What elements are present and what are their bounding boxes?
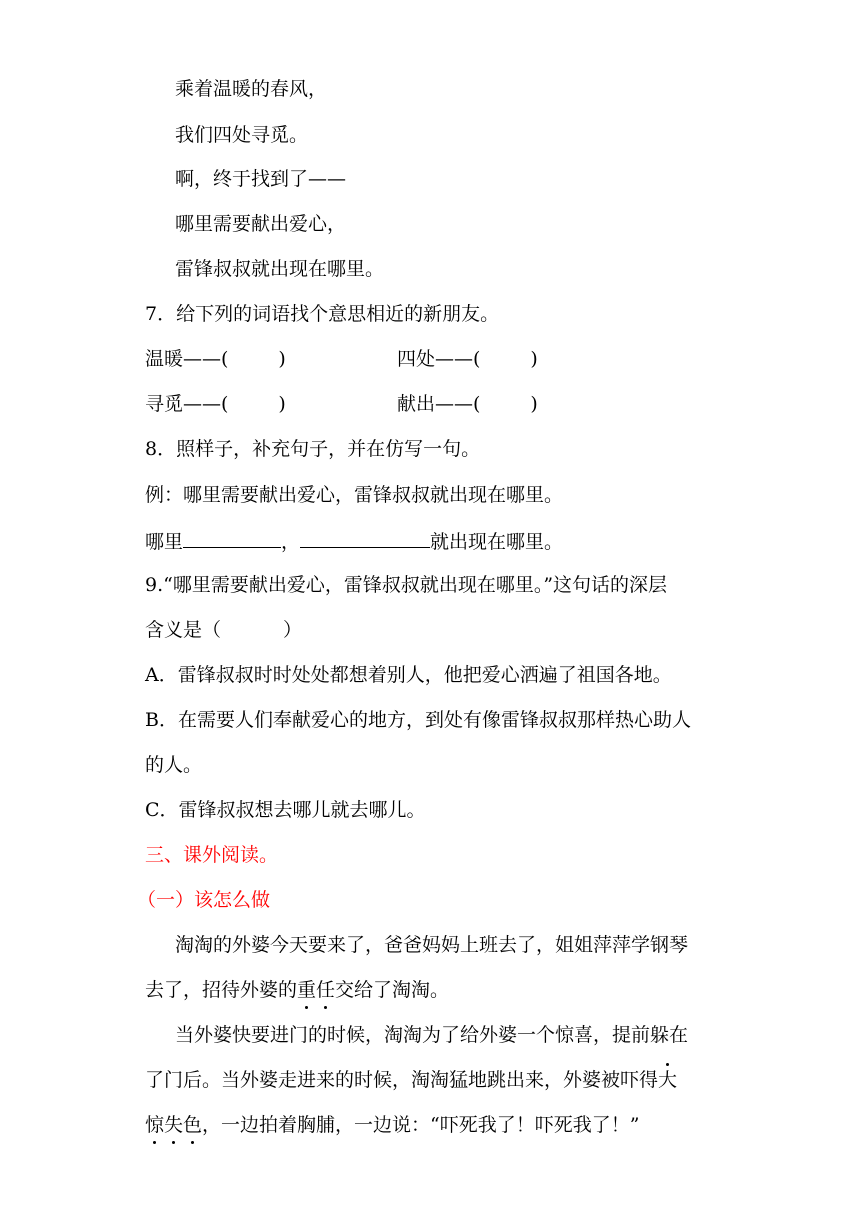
emphasis-char: 任 [316,979,336,1001]
poem-line-2: 我们四处寻觅。 [175,124,309,146]
story-p2-line-2 [145,1067,677,1093]
fill-end: 就出现在哪里。 [430,531,564,553]
text-segment: 去了，招待外婆的 [145,979,298,1001]
close-paren: ) [278,393,286,415]
question-7-title: 7．给下列的词语找个意思相近的新朋友。 [145,303,500,325]
section-3-heading: 三、课外阅读。 [145,844,279,866]
emphasis-char: 重 [297,979,317,1001]
option-b-line-1[interactable]: B．在需要人们奉献爱心的地方，到处有像雷锋叔叔那样热心助人 [145,709,691,731]
story-p1-line-2 [145,977,449,1003]
fill-blank-1[interactable] [183,527,281,548]
close-paren: ) [530,348,538,370]
question-8-fill [145,527,563,555]
word-item: 四处——( [397,348,481,370]
word-item: 温暖——( [145,348,229,370]
question-9-title-line-2 [145,617,302,643]
question-7-row-2b [397,391,538,417]
fill-start: 哪里 [145,531,184,553]
story-p2-line-1: 当外婆快要进门的时候，淘淘为了给外婆一个惊喜，提前躲在 [175,1024,689,1046]
word-item: 寻觅——( [145,393,229,415]
poem-line-5: 雷锋叔叔就出现在哪里。 [175,258,385,280]
story-p2-line-3 [145,1112,639,1138]
section-3-subheading: （一）该怎么做 [137,889,271,911]
option-c[interactable]: C．雷锋叔叔想去哪儿就去哪儿。 [145,799,426,821]
question-8-title: 8．照样子，补充句子，并在仿写一句。 [145,438,481,460]
poem-line-1: 乘着温暖的春风， [175,78,328,100]
close-paren: ) [278,348,286,370]
title-end: ） [283,619,303,641]
text-segment: ，一边拍着胸脯，一边说：“吓死我了！吓死我了！” [202,1114,640,1136]
emphasis-char: 色 [183,1114,203,1136]
word-item: 献出——( [397,393,481,415]
fill-comma: ， [281,531,301,553]
question-7-row-1 [145,346,286,372]
option-a[interactable]: A．雷锋叔叔时时处处都想着别人，他把爱心洒遍了祖国各地。 [145,664,672,686]
title-start: 含义是（ [145,619,222,641]
poem-line-4: 哪里需要献出爱心， [175,213,347,235]
close-paren: ) [530,393,538,415]
text-segment: 了门后。当外婆走进来的时候，淘淘猛地跳出来，外婆被吓得 [145,1069,659,1091]
poem-line-3: 啊，终于找到了—— [175,168,347,190]
story-p1-line-1: 淘淘的外婆今天要来了，爸爸妈妈上班去了，姐姐萍萍学钢琴 [175,934,689,956]
option-b-line-2[interactable]: 的人。 [145,754,203,776]
emphasis-char: 失 [164,1114,184,1136]
text-segment: 交给了淘淘。 [335,979,450,1001]
fill-blank-2[interactable] [300,527,430,548]
emphasis-char: 惊 [145,1114,165,1136]
question-8-example: 例：哪里需要献出爱心，雷锋叔叔就出现在哪里。 [145,484,564,506]
question-9-title-line-1: 9.“哪里需要献出爱心，雷锋叔叔就出现在哪里。”这句话的深层 [145,574,668,596]
emphasis-char: 大 [658,1069,678,1091]
question-7-row-1b [397,346,538,372]
question-7-row-2 [145,391,286,417]
